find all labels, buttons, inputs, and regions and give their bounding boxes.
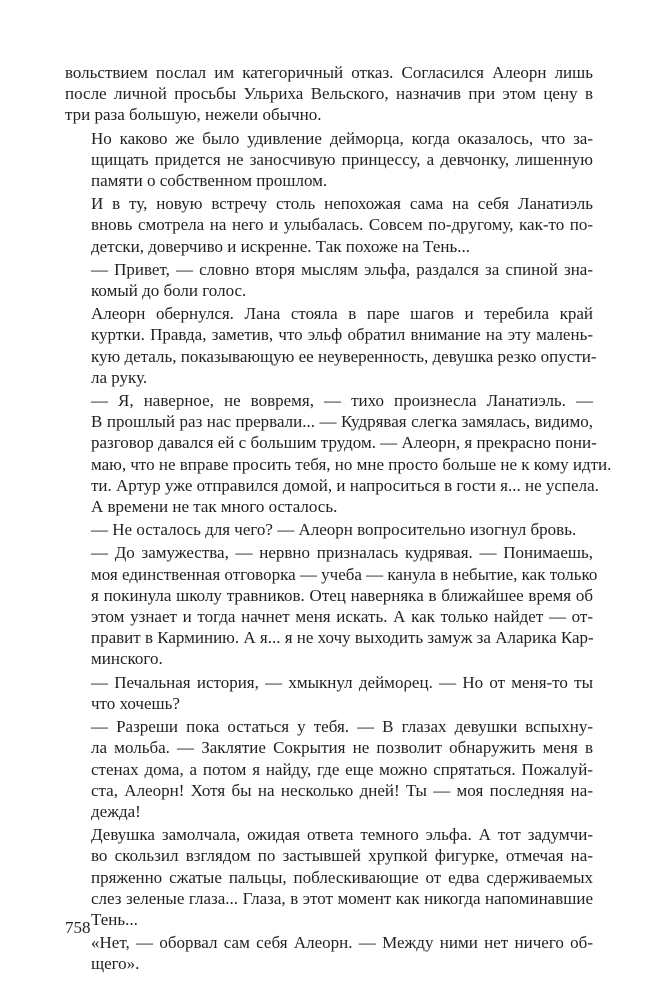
- text-line: я покинула школу травников. Отец наверняка в ближайшее время об: [91, 585, 593, 605]
- text-line: вольствием послал им категоричный отказ. Согласился Алеорн лишь: [65, 63, 593, 82]
- text-line: пряженно сжатые пальцы, поблескивающие от едва сдерживаемых: [91, 867, 593, 887]
- text-line: после личной просьбы Ульриха Вельского, назначив при этом цену в: [65, 84, 593, 104]
- text-line: А времени не так много осталось.: [91, 497, 338, 517]
- text-line: стенах дома, а потом я найду, где еще можно спрятаться. Пожалуй-: [91, 759, 593, 779]
- page-body-text: [65, 62, 612, 975]
- text-line: Девушка замолчала, ожидая ответа темного эльфа. А тот задумчи-: [91, 825, 593, 845]
- text-line: три раза большую, нежели обычно.: [65, 105, 322, 125]
- paragraph: [65, 672, 593, 714]
- paragraph: [65, 824, 593, 930]
- paragraph: [65, 390, 612, 517]
- paragraph: [65, 259, 593, 301]
- text-line: И в ту, новую встречу столь непохожая сама на себя Ланатиэль: [91, 194, 593, 214]
- paragraph: [65, 193, 593, 257]
- text-line: ти. Артур уже отправился домой, и напроситься в гости я... не успела.: [91, 475, 599, 495]
- text-line: ста, Алеорн! Хотя бы на несколько дней! Ты — моя последняя на-: [91, 780, 593, 800]
- text-line: слез зеленые глаза... Глаза, в этот момент как никогда напоминавшие: [91, 888, 593, 908]
- paragraph: [65, 62, 593, 126]
- text-line: разговор давался ей с большим трудом. — Алеорн, я прекрасно пони-: [91, 433, 597, 453]
- text-line: — Не осталось для чего? — Алеорн вопросительно изогнул бровь.: [91, 520, 577, 540]
- text-line: вновь смотрела на него и улыбалась. Совсем по-другому, как-то по-: [91, 215, 593, 235]
- text-line: — Я, наверное, не вовремя, — тихо произнесла Ланатиэль. —: [91, 391, 593, 411]
- text-line: правит в Карминию. А я... я не хочу выходить замуж за Аларика Кар-: [91, 628, 594, 648]
- paragraph: [65, 303, 597, 388]
- text-line: моя единственная отговорка — учеба — канула в небытие, как только: [91, 564, 598, 584]
- paragraph: [65, 519, 593, 540]
- text-line: дежда!: [91, 801, 141, 821]
- text-line: минского.: [91, 649, 163, 669]
- text-line: детски, доверчиво и искренне. Так похоже на Тень...: [91, 236, 470, 256]
- text-line: щищать придется не заносчивую принцессу, а девчонку, лишенную: [91, 149, 593, 169]
- text-line: Но каково же было удивление деймορца, когда оказалось, что за-: [91, 128, 593, 148]
- text-line: маю, что не вправе просить тебя, но мне просто больше не к кому идти.: [91, 454, 612, 474]
- text-line: этом узнает и тогда начнет меня искать. А как только найдет — от-: [91, 607, 593, 627]
- text-line: что хочешь?: [91, 693, 180, 713]
- text-line: памяти о собственном прошлом.: [91, 171, 328, 191]
- paragraph: [65, 128, 593, 192]
- text-line: — До замужества, — нервно призналась кудрявая. — Понимаешь,: [91, 543, 593, 563]
- text-line: куртки. Правда, заметив, что эльф обратил внимание на эту малень-: [91, 325, 593, 345]
- text-line: ла мольба. — Заклятие Сокрытия не позволит обнаружить меня в: [91, 738, 593, 758]
- text-line: «Нет, — оборвал сам себя Алеорн. — Между ними нет ничего об-: [91, 933, 593, 953]
- paragraph: [65, 542, 598, 669]
- text-line: В прошлый раз нас прервали... — Кудрявая слегка замялась, видимо,: [91, 412, 593, 432]
- text-line: — Разреши пока остаться у тебя. — В глазах девушки вспыхну-: [91, 717, 593, 737]
- paragraph: [65, 932, 593, 974]
- text-line: щего».: [91, 954, 140, 974]
- text-line: во скользил взглядом по застывшей хрупкой фигурке, отмечая на-: [91, 846, 593, 866]
- text-line: ла руку.: [91, 367, 148, 387]
- page-number: 758: [65, 918, 91, 937]
- text-line: комый до боли голос.: [91, 281, 247, 301]
- text-line: — Печальная история, — хмыкнул деймορец. — Но от меня-то ты: [91, 672, 593, 692]
- text-line: Алеорн обернулся. Лана стояла в паре шагов и теребила край: [91, 304, 593, 324]
- paragraph: [65, 716, 593, 822]
- text-line: Тень...: [91, 909, 138, 929]
- text-line: — Привет, — словно вторя мыслям эльфа, раздался за спиной зна-: [91, 259, 593, 279]
- text-line: кую деталь, показывающую ее неуверенность, девушка резко опусти-: [91, 346, 597, 366]
